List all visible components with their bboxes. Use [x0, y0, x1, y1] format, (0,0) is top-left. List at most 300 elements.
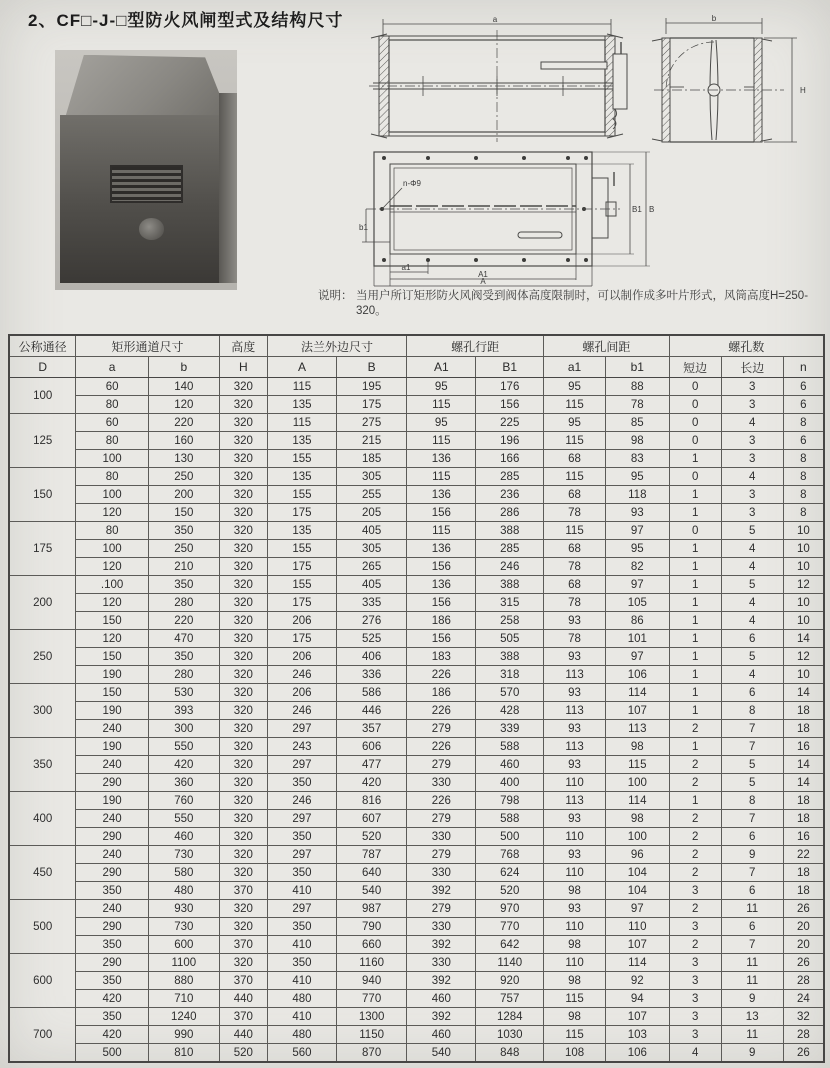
front-view-B1-dim-label: B1	[632, 205, 642, 214]
table-cell: 920	[476, 972, 544, 990]
table-cell: 250	[148, 540, 219, 558]
table-cell: 80	[76, 468, 149, 486]
table-cell: 250	[148, 468, 219, 486]
table-cell: 10	[783, 558, 824, 576]
nominal-diameter-cell: 125	[9, 414, 76, 468]
table-cell: 100	[76, 540, 149, 558]
table-row	[9, 522, 824, 540]
table-cell: 320	[219, 792, 267, 810]
table-cell: 100	[606, 774, 670, 792]
table-cell: 3	[721, 504, 783, 522]
table-cell: 113	[544, 738, 606, 756]
table-cell: 206	[267, 612, 336, 630]
table-cell: 400	[476, 774, 544, 792]
table-cell: 2	[669, 774, 721, 792]
table-cell: 3	[721, 396, 783, 414]
table-cell: 286	[476, 504, 544, 522]
table-cell: 5	[721, 756, 783, 774]
table-cell: 9	[721, 990, 783, 1008]
table-cell: 240	[76, 846, 149, 864]
table-cell: 1	[669, 702, 721, 720]
table-cell: 2	[669, 828, 721, 846]
table-cell: 320	[219, 648, 267, 666]
table-cell: 393	[148, 702, 219, 720]
column-header: B1	[476, 357, 544, 378]
table-cell: 4	[721, 540, 783, 558]
table-cell: 816	[337, 792, 407, 810]
table-cell: 26	[783, 954, 824, 972]
table-row	[9, 702, 824, 720]
table-cell: 350	[76, 936, 149, 954]
table-cell: 1140	[476, 954, 544, 972]
table-row	[9, 972, 824, 990]
table-cell: 140	[148, 378, 219, 396]
table-cell: 28	[783, 972, 824, 990]
table-cell: 68	[544, 540, 606, 558]
table-cell: 20	[783, 936, 824, 954]
table-row	[9, 432, 824, 450]
table-cell: 350	[76, 1008, 149, 1026]
table-row	[9, 738, 824, 756]
table-cell: 11	[721, 1026, 783, 1044]
column-header: H	[219, 357, 267, 378]
column-header: a	[76, 357, 149, 378]
table-cell: 2	[669, 846, 721, 864]
table-cell: 8	[783, 486, 824, 504]
table-cell: 428	[476, 702, 544, 720]
table-cell: 1	[669, 630, 721, 648]
table-cell: 320	[219, 864, 267, 882]
table-cell: 190	[76, 666, 149, 684]
table-cell: 320	[219, 684, 267, 702]
table-cell: 320	[219, 396, 267, 414]
table-cell: 1	[669, 648, 721, 666]
table-cell: 525	[337, 630, 407, 648]
table-cell: 78	[544, 504, 606, 522]
table-cell: 226	[407, 738, 476, 756]
table-cell: 97	[606, 900, 670, 918]
table-cell: 135	[267, 396, 336, 414]
table-cell: 156	[407, 630, 476, 648]
table-row	[9, 468, 824, 486]
table-cell: 330	[407, 918, 476, 936]
table-cell: 7	[721, 738, 783, 756]
table-cell: 318	[476, 666, 544, 684]
table-cell: 155	[267, 576, 336, 594]
table-cell: 350	[148, 576, 219, 594]
table-cell: 136	[407, 540, 476, 558]
table-cell: 18	[783, 864, 824, 882]
table-cell: 410	[267, 882, 336, 900]
table-cell: 166	[476, 450, 544, 468]
table-cell: 320	[219, 486, 267, 504]
table-cell: 392	[407, 936, 476, 954]
column-header: b	[148, 357, 219, 378]
table-cell: 3	[669, 954, 721, 972]
table-cell: 11	[721, 954, 783, 972]
column-group-header: 螺孔行距	[407, 335, 544, 357]
table-cell: 10	[783, 666, 824, 684]
table-cell: 5	[721, 648, 783, 666]
table-cell: 98	[544, 972, 606, 990]
nominal-diameter-cell: 400	[9, 792, 76, 846]
table-cell: 8	[783, 450, 824, 468]
table-cell: 4	[721, 666, 783, 684]
table-cell: 240	[76, 756, 149, 774]
table-cell: 320	[219, 522, 267, 540]
table-cell: 480	[267, 990, 336, 1008]
table-cell: 95	[544, 414, 606, 432]
table-cell: 360	[148, 774, 219, 792]
table-cell: 175	[267, 558, 336, 576]
table-cell: 0	[669, 432, 721, 450]
table-header	[9, 335, 824, 378]
table-row	[9, 684, 824, 702]
table-cell: 770	[337, 990, 407, 1008]
table-cell: 135	[267, 432, 336, 450]
table-cell: 97	[606, 576, 670, 594]
table-cell: 9	[721, 846, 783, 864]
table-cell: 285	[476, 468, 544, 486]
table-cell: 420	[76, 990, 149, 1008]
table-cell: 290	[76, 864, 149, 882]
table-cell: 185	[337, 450, 407, 468]
table-cell: 320	[219, 378, 267, 396]
table-row	[9, 936, 824, 954]
table-cell: 68	[544, 486, 606, 504]
table-cell: 98	[606, 432, 670, 450]
table-cell: 300	[148, 720, 219, 738]
table-cell: 18	[783, 792, 824, 810]
table-cell: 94	[606, 990, 670, 1008]
table-cell: 110	[606, 918, 670, 936]
nominal-diameter-cell: 175	[9, 522, 76, 576]
table-cell: 108	[544, 1044, 606, 1063]
table-cell: 3	[669, 1008, 721, 1026]
table-cell: 276	[337, 612, 407, 630]
table-cell: 1160	[337, 954, 407, 972]
photo-box-top	[66, 55, 230, 120]
table-cell: 588	[476, 810, 544, 828]
table-row	[9, 612, 824, 630]
table-cell: 1	[669, 666, 721, 684]
table-cell: 6	[721, 684, 783, 702]
table-cell: 7	[721, 864, 783, 882]
table-cell: 97	[606, 522, 670, 540]
side-view-drawing	[363, 14, 631, 146]
table-cell: 3	[721, 450, 783, 468]
table-cell: 113	[544, 666, 606, 684]
table-cell: 103	[606, 1026, 670, 1044]
table-cell: 2	[669, 756, 721, 774]
table-cell: 115	[544, 990, 606, 1008]
table-cell: 350	[267, 918, 336, 936]
column-header: 长边	[721, 357, 783, 378]
table-cell: 115	[606, 756, 670, 774]
front-view-hole-callout: n-Φ9	[403, 179, 421, 188]
table-cell: 246	[267, 702, 336, 720]
table-cell: 405	[337, 522, 407, 540]
table-cell: 505	[476, 630, 544, 648]
table-cell: 93	[544, 612, 606, 630]
table-cell: 98	[544, 1008, 606, 1026]
table-row	[9, 648, 824, 666]
table-cell: 100	[76, 486, 149, 504]
table-cell: 279	[407, 756, 476, 774]
table-cell: 1240	[148, 1008, 219, 1026]
nominal-diameter-cell: 300	[9, 684, 76, 738]
table-row	[9, 810, 824, 828]
table-cell: 660	[337, 936, 407, 954]
table-cell: 200	[148, 486, 219, 504]
table-cell: 642	[476, 936, 544, 954]
table-cell: 14	[783, 774, 824, 792]
table-cell: 1	[669, 504, 721, 522]
table-cell: 420	[337, 774, 407, 792]
nominal-diameter-cell: 500	[9, 900, 76, 954]
table-cell: 560	[267, 1044, 336, 1063]
table-cell: 320	[219, 918, 267, 936]
table-cell: 60	[76, 378, 149, 396]
table-cell: 206	[267, 684, 336, 702]
table-cell: 3	[669, 918, 721, 936]
table-cell: 155	[267, 540, 336, 558]
table-cell: 226	[407, 702, 476, 720]
table-cell: 6	[783, 378, 824, 396]
nominal-diameter-cell: 450	[9, 846, 76, 900]
table-cell: 520	[219, 1044, 267, 1063]
table-cell: 93	[606, 504, 670, 522]
table-cell: 320	[219, 846, 267, 864]
table-row	[9, 504, 824, 522]
table-cell: 0	[669, 414, 721, 432]
table-cell: 3	[669, 972, 721, 990]
table-cell: 107	[606, 702, 670, 720]
table-cell: 195	[337, 378, 407, 396]
table-cell: 320	[219, 810, 267, 828]
table-cell: 86	[606, 612, 670, 630]
table-cell: 7	[721, 720, 783, 738]
table-cell: 3	[721, 486, 783, 504]
table-cell: 83	[606, 450, 670, 468]
table-cell: 98	[544, 882, 606, 900]
table-cell: 392	[407, 972, 476, 990]
table-cell: 1	[669, 486, 721, 504]
table-row	[9, 450, 824, 468]
table-cell: 115	[544, 396, 606, 414]
table-cell: 150	[76, 684, 149, 702]
table-cell: 405	[337, 576, 407, 594]
column-group-header: 法兰外边尺寸	[267, 335, 406, 357]
table-cell: 5	[721, 576, 783, 594]
table-cell: 175	[337, 396, 407, 414]
table-cell: 18	[783, 810, 824, 828]
table-cell: 155	[267, 450, 336, 468]
table-cell: 190	[76, 792, 149, 810]
table-cell: 848	[476, 1044, 544, 1063]
table-cell: 120	[76, 504, 149, 522]
table-cell: 420	[76, 1026, 149, 1044]
table-cell: 640	[337, 864, 407, 882]
table-cell: 2	[669, 936, 721, 954]
table-row	[9, 954, 824, 972]
note-label: 说明：	[318, 290, 353, 302]
table-cell: 350	[267, 954, 336, 972]
table-body	[9, 378, 824, 1063]
table-cell: 113	[606, 720, 670, 738]
table-cell: 156	[407, 594, 476, 612]
table-cell: 265	[337, 558, 407, 576]
table-cell: 540	[407, 1044, 476, 1063]
table-cell: 156	[476, 396, 544, 414]
table-cell: 80	[76, 522, 149, 540]
table-cell: 990	[148, 1026, 219, 1044]
table-cell: 500	[76, 1044, 149, 1063]
table-cell: 500	[476, 828, 544, 846]
column-group-header: 公称通径	[9, 335, 76, 357]
table-cell: 258	[476, 612, 544, 630]
table-cell: 350	[76, 882, 149, 900]
table-cell: 3	[669, 990, 721, 1008]
table-cell: 80	[76, 396, 149, 414]
table-cell: 246	[267, 792, 336, 810]
table-cell: 20	[783, 918, 824, 936]
table-cell: 330	[407, 864, 476, 882]
table-row	[9, 864, 824, 882]
table-cell: 940	[337, 972, 407, 990]
column-group-header: 螺孔间距	[544, 335, 670, 357]
table-cell: 115	[407, 468, 476, 486]
table-cell: 220	[148, 612, 219, 630]
table-cell: 95	[606, 540, 670, 558]
table-cell: 135	[267, 468, 336, 486]
table-cell: 4	[721, 414, 783, 432]
table-cell: 85	[606, 414, 670, 432]
table-cell: 6	[783, 396, 824, 414]
table-cell: 330	[407, 774, 476, 792]
table-cell: 10	[783, 540, 824, 558]
table-cell: 175	[267, 504, 336, 522]
table-cell: 11	[721, 972, 783, 990]
table-cell: 1150	[337, 1026, 407, 1044]
table-cell: 150	[76, 648, 149, 666]
front-view-left-dim-label: b1	[359, 223, 368, 232]
table-cell: 4	[721, 558, 783, 576]
table-cell: 477	[337, 756, 407, 774]
table-cell: 279	[407, 846, 476, 864]
table-cell: 0	[669, 396, 721, 414]
table-cell: 930	[148, 900, 219, 918]
table-cell: 406	[337, 648, 407, 666]
column-header: A1	[407, 357, 476, 378]
photo-box-side	[219, 93, 237, 283]
table-row	[9, 558, 824, 576]
column-header: A	[267, 357, 336, 378]
table-cell: 114	[606, 792, 670, 810]
table-cell: 350	[267, 828, 336, 846]
table-cell: 93	[544, 684, 606, 702]
nominal-diameter-cell: 700	[9, 1008, 76, 1063]
table-cell: 810	[148, 1044, 219, 1063]
table-cell: 388	[476, 576, 544, 594]
table-cell: 114	[606, 954, 670, 972]
table-cell: 150	[148, 504, 219, 522]
table-cell: 26	[783, 1044, 824, 1063]
table-cell: 226	[407, 792, 476, 810]
table-cell: 0	[669, 522, 721, 540]
table-cell: 606	[337, 738, 407, 756]
table-cell: 97	[606, 648, 670, 666]
table-cell: 770	[476, 918, 544, 936]
table-cell: 243	[267, 738, 336, 756]
table-cell: 5	[721, 522, 783, 540]
table-row	[9, 630, 824, 648]
photo-handle	[139, 218, 164, 240]
table-cell: 82	[606, 558, 670, 576]
table-cell: 6	[721, 918, 783, 936]
table-cell: 118	[606, 486, 670, 504]
table-cell: 370	[219, 882, 267, 900]
table-cell: 186	[407, 612, 476, 630]
table-cell: 540	[337, 882, 407, 900]
table-row	[9, 540, 824, 558]
table-cell: 370	[219, 936, 267, 954]
table-cell: 392	[407, 1008, 476, 1026]
table-cell: 305	[337, 468, 407, 486]
table-cell: 186	[407, 684, 476, 702]
nominal-diameter-cell: 100	[9, 378, 76, 414]
table-cell: 550	[148, 810, 219, 828]
table-cell: 176	[476, 378, 544, 396]
table-cell: 115	[267, 378, 336, 396]
table-cell: 320	[219, 432, 267, 450]
table-cell: 1	[669, 612, 721, 630]
table-cell: 68	[544, 576, 606, 594]
table-cell: 13	[721, 1008, 783, 1026]
table-cell: 240	[76, 900, 149, 918]
table-row	[9, 576, 824, 594]
table-row	[9, 828, 824, 846]
photo-louver-panel	[110, 165, 183, 203]
table-cell: 480	[267, 1026, 336, 1044]
table-row	[9, 774, 824, 792]
table-cell: 530	[148, 684, 219, 702]
table-cell: 130	[148, 450, 219, 468]
table-cell: 136	[407, 486, 476, 504]
table-cell: 350	[148, 522, 219, 540]
table-cell: 6	[721, 630, 783, 648]
table-cell: 210	[148, 558, 219, 576]
table-cell: 93	[544, 648, 606, 666]
table-cell: 10	[783, 612, 824, 630]
table-cell: 113	[544, 702, 606, 720]
table-cell: 1	[669, 594, 721, 612]
table-cell: 120	[148, 396, 219, 414]
column-header: n	[783, 357, 824, 378]
table-cell: 440	[219, 1026, 267, 1044]
table-cell: 550	[148, 738, 219, 756]
table-cell: 305	[337, 540, 407, 558]
column-header: B	[337, 357, 407, 378]
table-cell: 870	[337, 1044, 407, 1063]
table-cell: 290	[76, 774, 149, 792]
table-cell: 14	[783, 684, 824, 702]
table-cell: 320	[219, 756, 267, 774]
table-cell: 95	[606, 468, 670, 486]
table-cell: 115	[407, 522, 476, 540]
end-view-top-dim-label: b	[711, 14, 717, 23]
table-cell: 3	[721, 432, 783, 450]
